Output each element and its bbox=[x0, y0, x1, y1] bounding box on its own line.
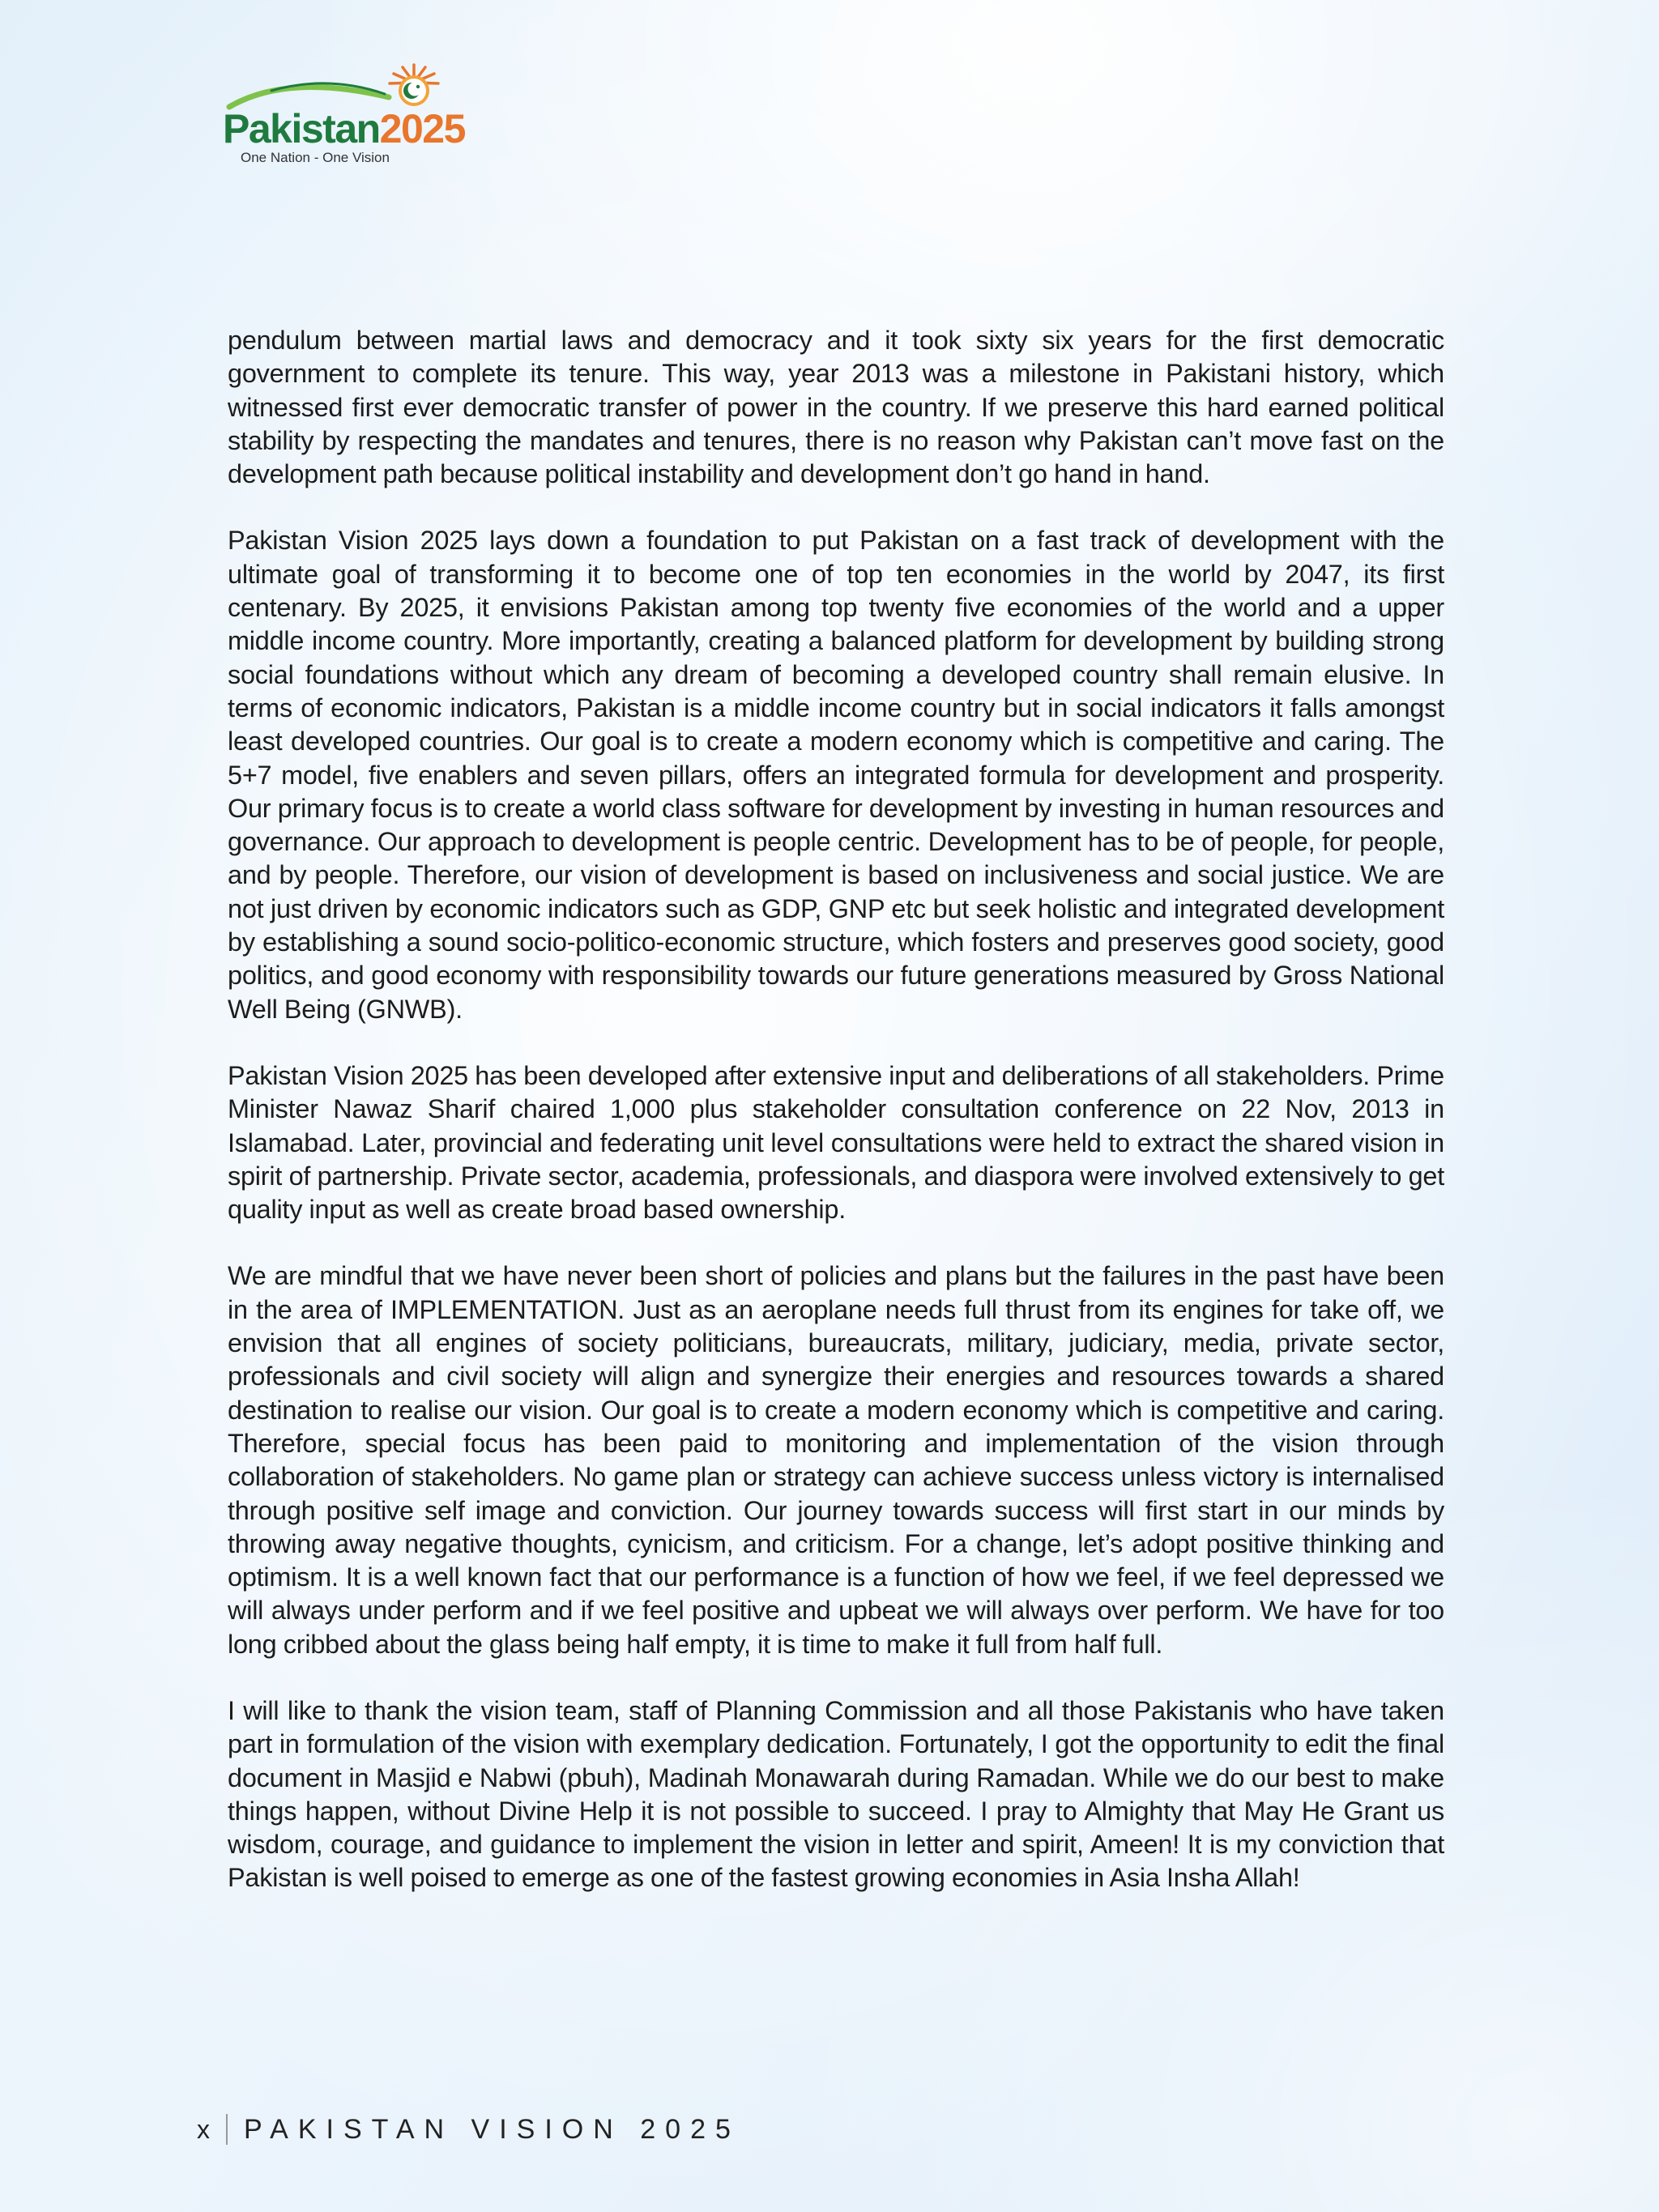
paragraph-2: Pakistan Vision 2025 lays down a foundation to put Pakistan on a fast track of development with the ultimate goal of transforming it to become one of top ten economies in the world by 2047, its first centenary. By 2025, it envisions Pakistan among top twenty five economies of the world and a upper middle income country. More importantly, creating a balanced platform for development by building strong social foundations without which any dream of becoming a developed country shall remain elusive. In terms of economic indicators, Pakistan is a middle income country but in social indicators it falls amongst least developed countries. Our goal is to create a modern economy which is competitive and caring. The 5+7 model, five enablers and seven pillars, offers an integrated formula for development and prosperity. Our primary focus is to create a world class software for development by investing in human resources and governance. Our approach to development is people centric. Development has to be of people, for people, and by people. Therefore, our vision of development is based on inclusiveness and social justice. We are not just driven by economic indicators such as GDP, GNP etc but seek holistic and integrated development by establishing a sound socio-politico-economic structure, which fosters and preserves good society, good politics, and good economy with responsibility towards our future generations measured by Gross National Well Being (GNWB). bbox=[228, 526, 1444, 1024]
logo-wordmark bbox=[223, 106, 465, 151]
logo-name: Pakistan bbox=[223, 106, 380, 151]
paragraph-4: We are mindful that we have never been short of policies and plans but the failures in the past have been in the area of IMPLEMENTATION. Just as an aeroplane needs full thrust from its engines for take off, we envision that all engines of society politicians, bureaucrats, military, judiciary, media, private sector, professionals and civil society will align and synergize their energies and resources towards a shared destination to realise our vision. Our goal is to create a modern economy which is competitive and caring. Therefore, special focus has been paid to monitoring and implementation of the vision through collaboration of stakeholders. No game plan or strategy can achieve success unless victory is internalised through positive self image and conviction. Our journey towards success will first start in our minds by throwing away negative thoughts, cynicism, and criticism. For a change, let’s adopt positive thinking and optimism. It is a well known fact that our performance is a function of how we feel, if we feel depressed we will always under perform and if we feel positive and upbeat we will always over perform. We have for too long cribbed about the glass being half empty, it is time to make it full from half full. bbox=[228, 1261, 1444, 1659]
logo-year: 2025 bbox=[379, 106, 465, 151]
page-number: x bbox=[197, 2114, 210, 2144]
paragraph-5: I will like to thank the vision team, staff of Planning Commission and all those Pakistanis who have taken part in formulation of the vision with exemplary dedication. Fortunately, I got the opportunity to edit the final document in Masjid e Nabwi (pbuh), Madinah Monawarah during Ramadan. While we do our best to make things happen, without Divine Help it is not possible to succeed. I pray to Almighty that May He Grant us wisdom, courage, and guidance to implement the vision in letter and spirit, Ameen! It is my conviction that Pakistan is well poised to emerge as one of the fastest growing economies in Asia Insha Allah! bbox=[228, 1695, 1444, 1893]
footer-divider bbox=[226, 2114, 228, 2145]
paragraph-1: pendulum between martial laws and democracy and it took sixty six years for the first democratic government to complete its tenure. This way, year 2013 was a milestone in Pakistani history, which witnessed first ever democratic transfer of power in the country. If we preserve this hard earned political stability by respecting the mandates and tenures, there is no reason why Pakistan can’t move fast on the development path because political instability and development don’t go hand in hand. bbox=[228, 326, 1444, 489]
footer-title: PAKISTAN VISION 2025 bbox=[244, 2113, 740, 2145]
body-text bbox=[228, 324, 1444, 1929]
paragraph-3: Pakistan Vision 2025 has been developed after extensive input and deliberations of all stakeholders. Prime Minister Nawaz Sharif chaired 1,000 plus stakeholder consultation conference on 22 Nov, 2013 in Islamabad. Later, provincial and federating unit level consultations were held to extract the shared vision in spirit of partnership. Private sector, academia, professionals, and diaspora were involved extensively to get quality input as well as create broad based ownership. bbox=[228, 1060, 1444, 1225]
pakistan-2025-logo bbox=[223, 58, 466, 172]
page-footer bbox=[197, 2109, 740, 2150]
logo-tagline: One Nation - One Vision bbox=[241, 150, 390, 165]
